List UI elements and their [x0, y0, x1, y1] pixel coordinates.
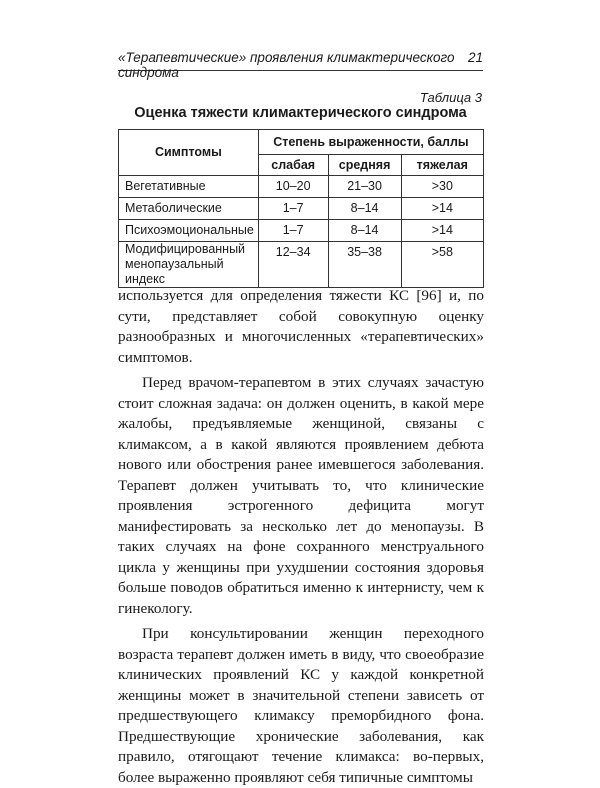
cell-symptom: Психоэмоциональные	[119, 220, 259, 242]
running-title: «Терапевтические» проявления климактерического синдрома	[118, 50, 455, 80]
cell-medium: 35–38	[328, 242, 401, 288]
cell-severe: >58	[401, 242, 483, 288]
cell-severe: >14	[401, 220, 483, 242]
table-row	[119, 176, 484, 198]
cell-symptom: Метаболические	[119, 198, 259, 220]
table-row	[119, 242, 484, 288]
cell-medium: 21–30	[328, 176, 401, 198]
cell-weak: 10–20	[258, 176, 328, 198]
table-row	[119, 198, 484, 220]
cell-severe: >30	[401, 176, 483, 198]
running-header	[118, 46, 483, 80]
page-number: 21	[467, 50, 483, 65]
subheader-severe: тяжелая	[401, 155, 483, 176]
subheader-weak: слабая	[258, 155, 328, 176]
header-degree: Степень выраженности, баллы	[258, 130, 483, 155]
body-text	[118, 286, 484, 788]
severity-table	[118, 129, 484, 288]
cell-severe: >14	[401, 198, 483, 220]
cell-symptom: Вегетативные	[119, 176, 259, 198]
table-number-label: Таблица 3	[419, 90, 482, 105]
cell-weak: 1–7	[258, 198, 328, 220]
table-title: Оценка тяжести климактерического синдрома	[134, 105, 467, 121]
table-row	[119, 220, 484, 242]
cell-medium: 8–14	[328, 198, 401, 220]
paragraph: Перед врачом-терапевтом в этих случаях зачастую стоит сложная задача: он должен оценить, в какой мере жалобы, предъявляемые женщиной, связаны с климаксом, а в какой являются проявлением дебюта нового или обострения ранее имевшегося заболевания. Терапевт должен учитывать то, что клинические проявления эстрогенного дефицита могут манифестировать за несколько лет до менопаузы. В таких случаях на фоне сохранного менструального цикла у женщины при ухудшении состояния здоровья больше поводов обратиться именно к интернисту, чем к гинекологу.	[118, 374, 484, 617]
cell-medium: 8–14	[328, 220, 401, 242]
header-symptoms: Симптомы	[119, 130, 259, 176]
cell-weak: 1–7	[258, 220, 328, 242]
cell-weak: 12–34	[258, 242, 328, 288]
paragraph: используется для определения тяжести КС [96] и, по сути, представляет собой совокупную оценку разнообразных и многочисленных «терапевтических» симптомов.	[118, 287, 484, 366]
cell-symptom: Модифицированный менопаузальный индекс	[119, 242, 259, 288]
subheader-medium: средняя	[328, 155, 401, 176]
paragraph: При консультировании женщин переходного возраста терапевт должен иметь в виду, что своеобразие клинических проявлений КС у каждой конкретной женщины может в значительной степени зависеть от предшествующего климаксу преморбидного фона. Предшествующие хронические заболевания, как правило, отягощают течение климакса: во-первых, более выраженно проявляют себя типичные симптомы	[118, 625, 484, 786]
